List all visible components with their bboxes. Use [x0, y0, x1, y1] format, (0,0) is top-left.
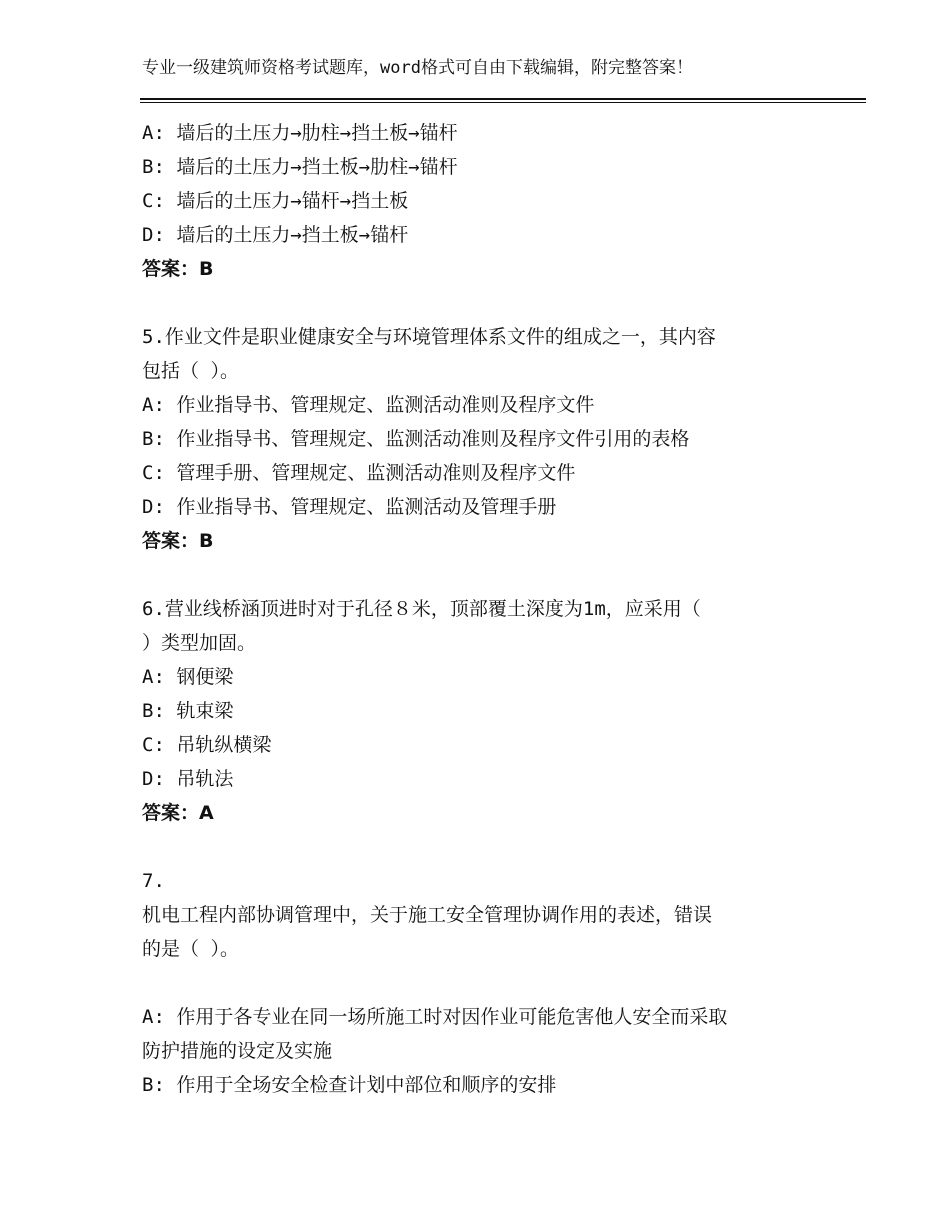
question-5	[142, 320, 822, 558]
option-a: A: 钢便梁	[142, 666, 234, 688]
question-number: 7.	[142, 870, 165, 892]
option-b: B: 作业指导书、管理规定、监测活动准则及程序文件引用的表格	[142, 428, 690, 450]
answer: 答案：B	[142, 258, 214, 280]
answer: 答案：A	[142, 802, 214, 824]
page-header: 专业一级建筑师资格考试题库，word格式可自由下载编辑，附完整答案！	[142, 58, 693, 78]
option-a: A: 墙后的土压力→肋柱→挡土板→锚杆	[142, 122, 458, 144]
option-d: D: 墙后的土压力→挡土板→锚杆	[142, 224, 409, 246]
answer: 答案：B	[142, 530, 214, 552]
question-stem: 机电工程内部协调管理中，关于施工安全管理协调作用的表述，错误	[142, 904, 713, 926]
option-c: C: 吊轨纵横梁	[142, 734, 272, 756]
question-stem: 6.营业线桥涵顶进时对于孔径８米，顶部覆土深度为1m，应采用（	[142, 598, 701, 620]
option-b: B: 墙后的土压力→挡土板→肋柱→锚杆	[142, 156, 458, 178]
header-rule-thin	[140, 102, 866, 103]
question-4	[142, 116, 822, 286]
spacer	[142, 286, 822, 320]
option-d: D: 吊轨法	[142, 768, 234, 790]
option-c: C: 墙后的土压力→锚杆→挡土板	[142, 190, 409, 212]
option-b: B: 轨束梁	[142, 700, 234, 722]
spacer	[142, 830, 822, 864]
header-rule-thick	[140, 98, 866, 100]
option-a-continued: 防护措施的设定及实施	[142, 1040, 333, 1062]
spacer	[142, 558, 822, 592]
question-stem: 5.作业文件是职业健康安全与环境管理体系文件的组成之一，其内容	[142, 326, 716, 348]
option-c: C: 管理手册、管理规定、监测活动准则及程序文件	[142, 462, 576, 484]
question-stem: 包括（ ）。	[142, 360, 239, 382]
question-stem: ）类型加固。	[142, 632, 257, 654]
option-d: D: 作业指导书、管理规定、监测活动及管理手册	[142, 496, 557, 518]
spacer	[142, 966, 822, 1000]
question-7	[142, 864, 822, 1102]
option-a: A: 作业指导书、管理规定、监测活动准则及程序文件	[142, 394, 595, 416]
option-b: B: 作用于全场安全检查计划中部位和顺序的安排	[142, 1074, 557, 1096]
question-list	[142, 116, 822, 1102]
question-stem: 的是（ ）。	[142, 938, 239, 960]
question-6	[142, 592, 822, 830]
option-a: A: 作用于各专业在同一场所施工时对因作业可能危害他人安全而采取	[142, 1006, 728, 1028]
